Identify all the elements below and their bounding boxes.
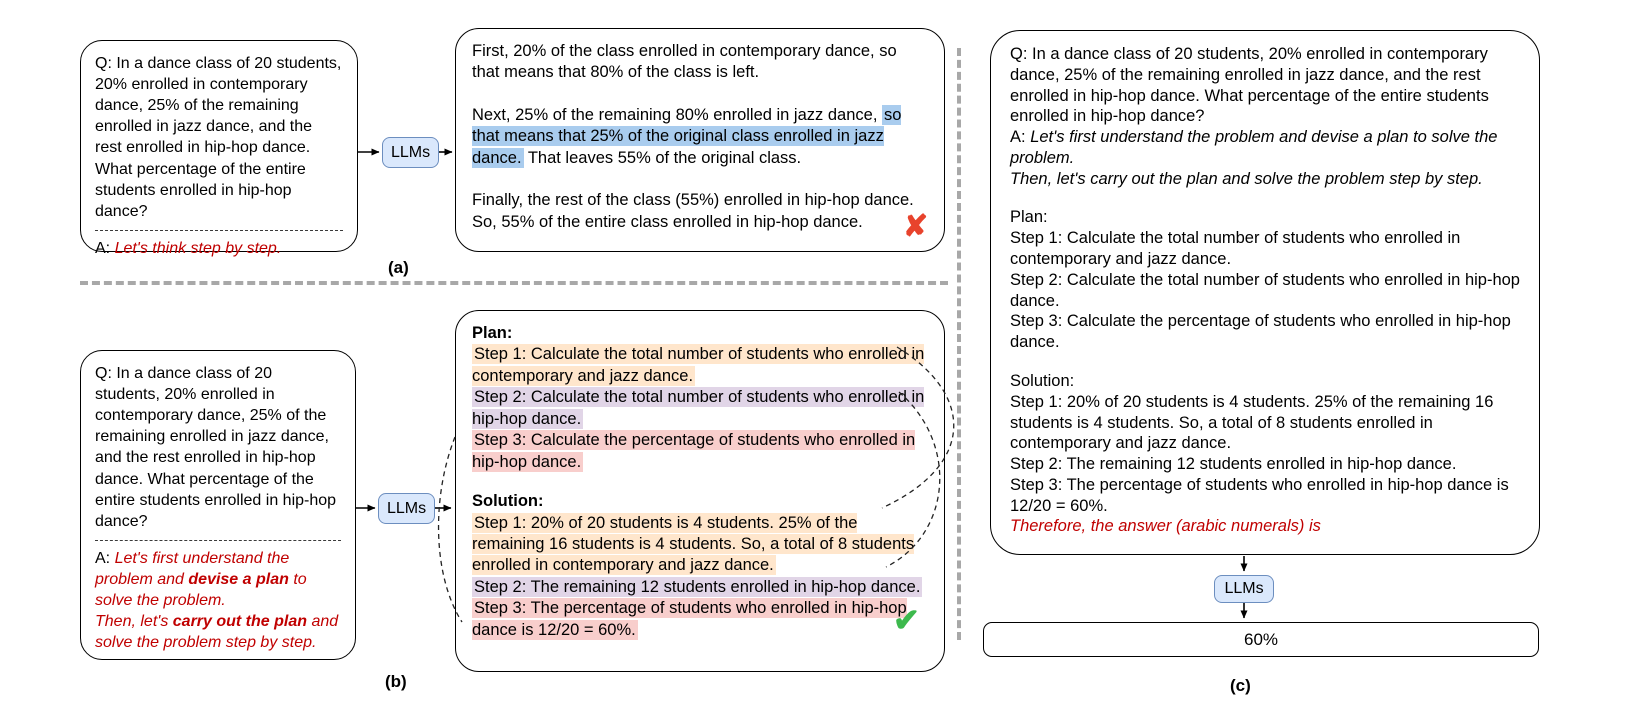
plan-step-1: Step 1: Calculate the total number of students who enrolled in contemporary and jazz dance. — [1010, 229, 1461, 269]
panel-a-question-text: Q: In a dance class of 20 students, 20% enrolled in contemporary dance, 25% of the remaining enrolled in jazz dance, and the rest enrolled in hip-hop dance. What percentage of the entire students enrolled in hip-hop dance? — [95, 55, 342, 220]
panel-c-label: (c) — [1230, 676, 1251, 695]
panel-a-answer-line — [95, 238, 343, 259]
plan-step-2 — [472, 387, 928, 430]
llm-label: LLMs — [386, 499, 427, 517]
trigger-text: and solve the problem step by step. — [95, 613, 339, 652]
panel-b-label: (b) — [385, 672, 407, 691]
dashed-separator — [95, 230, 343, 231]
plan-step-3: Step 3: Calculate the percentage of students who enrolled in hip-hop dance. — [1010, 312, 1511, 352]
plan-step-text: Step 1: Calculate the total number of students who enrolled in contemporary and jazz dance. — [472, 345, 925, 385]
cot-trigger-text: Let's think step by step. — [114, 239, 282, 257]
output-paragraph — [472, 105, 928, 169]
solution-step-text: Step 2: The remaining 12 students enrolled in hip-hop dance. — [474, 577, 921, 596]
trigger-text: Then, let's — [95, 613, 173, 631]
correct-check-icon: ✔ — [893, 602, 920, 638]
panel-a-question-box — [80, 40, 358, 257]
plan-step-text: Step 2: Calculate the total number of students who enrolled in hip-hop dance. — [472, 388, 925, 428]
plan-step-1 — [472, 344, 928, 387]
panel-c-llm-node — [1214, 575, 1274, 603]
llm-label: LLMs — [390, 143, 431, 161]
panel-c-final-answer-box — [983, 622, 1539, 657]
answer-prefix: A: — [95, 549, 115, 567]
answer-prefix: A: — [1010, 128, 1031, 147]
spacer — [472, 473, 928, 491]
panel-b-answer-line — [95, 548, 341, 654]
trigger-text: Let's first understand the problem and devise a plan to solve the problem. — [1010, 128, 1498, 167]
plan-title: Plan: — [472, 324, 513, 342]
solution-step-2: Step 2: The remaining 12 students enrolled in hip-hop dance. — [1010, 455, 1457, 474]
panel-b-output-box — [455, 310, 945, 672]
ps-trigger-line2 — [95, 611, 341, 653]
panel-c-answer-line2: Then, let's carry out the plan and solve the problem step by step. — [1010, 169, 1483, 188]
plan-title: Plan: — [1010, 208, 1048, 227]
horizontal-dashed-divider — [80, 281, 948, 285]
solution-title: Solution: — [472, 492, 544, 511]
trigger-bold-text: carry out the plan — [172, 613, 308, 631]
trigger-text: to solve the problem. — [95, 570, 307, 610]
llm-label: LLMs — [1224, 580, 1264, 597]
panel-c-prompt-box — [990, 30, 1540, 555]
solution-step-1 — [472, 513, 928, 577]
dashed-separator — [95, 540, 341, 541]
panel-b-question-box — [80, 350, 356, 660]
ps-trigger-line1 — [95, 550, 307, 609]
panel-b-llm-node — [378, 493, 435, 524]
vertical-dashed-divider — [957, 48, 961, 640]
solution-step-3: Step 3: The percentage of students who enrolled in hip-hop dance is 12/20 = 60%. — [1010, 475, 1509, 515]
spacer — [1010, 353, 1520, 371]
spacer — [1010, 189, 1520, 207]
panel-a-label: (a) — [388, 258, 409, 277]
solution-title: Solution: — [1010, 371, 1075, 390]
output-paragraph: First, 20% of the class enrolled in contemporary dance, so that means that 80% of the class is left. — [472, 42, 897, 82]
final-answer-text: 60% — [1243, 629, 1279, 649]
solution-step-1: Step 1: 20% of 20 students is 4 students. 25% of the remaining 16 students is 4 students. So, a total of 8 students enrolled in contemporary and jazz dance. — [1010, 392, 1494, 453]
output-paragraph: Finally, the rest of the class (55%) enrolled in hip-hop dance. So, 55% of the entire class enrolled in hip-hop dance. — [472, 191, 914, 231]
answer-prefix: A: — [95, 239, 115, 257]
output-text: Next, 25% of the remaining 80% enrolled in jazz dance, — [472, 105, 882, 124]
trigger-text: Let's first understand the problem and — [95, 549, 290, 588]
solution-step-text: Step 3: The percentage of students who enrolled in hip-hop dance is 12/20 = 60%. — [472, 599, 907, 639]
panel-a-output-box — [455, 28, 945, 252]
output-text: That leaves 55% of the original class. — [523, 148, 802, 167]
panel-c-answer-line1 — [1010, 127, 1520, 169]
answer-extraction-trigger: Therefore, the answer (arabic numerals) is — [1010, 517, 1321, 536]
plan-step-2: Step 2: Calculate the total number of students who enrolled in hip-hop dance. — [1010, 270, 1520, 310]
solution-step-3 — [472, 598, 928, 641]
trigger-bold-text: devise a plan — [188, 570, 289, 588]
plan-step-text: Step 3: Calculate the percentage of students who enrolled in hip-hop dance. — [472, 431, 916, 471]
solution-step-2 — [472, 577, 928, 598]
highlighted-error-text: so that means that 25% of the original class enrolled in jazz dance. — [472, 105, 902, 167]
panel-c-question-text: Q: In a dance class of 20 students, 20% enrolled in contemporary dance, 25% of the remaining enrolled in jazz dance, and the rest enrolled in hip-hop dance. What percentage of the entire students enrolled in hip-hop dance? — [1010, 45, 1489, 126]
plan-step-3 — [472, 430, 928, 473]
panel-a-llm-node — [382, 137, 439, 168]
solution-step-text: Step 1: 20% of 20 students is 4 students. 25% of the remaining 16 students is 4 students. So, a total of 8 students enrolled in contemporary and jazz dance. — [472, 513, 915, 575]
panel-b-question-text: Q: In a dance class of 20 students, 20% enrolled in contemporary dance, 25% of the remaining enrolled in jazz dance, and the rest enrolled in hip-hop dance. What percentage of the entire students enrolled in hip-hop dance? — [95, 365, 337, 530]
incorrect-cross-icon: ✘ — [903, 210, 929, 243]
